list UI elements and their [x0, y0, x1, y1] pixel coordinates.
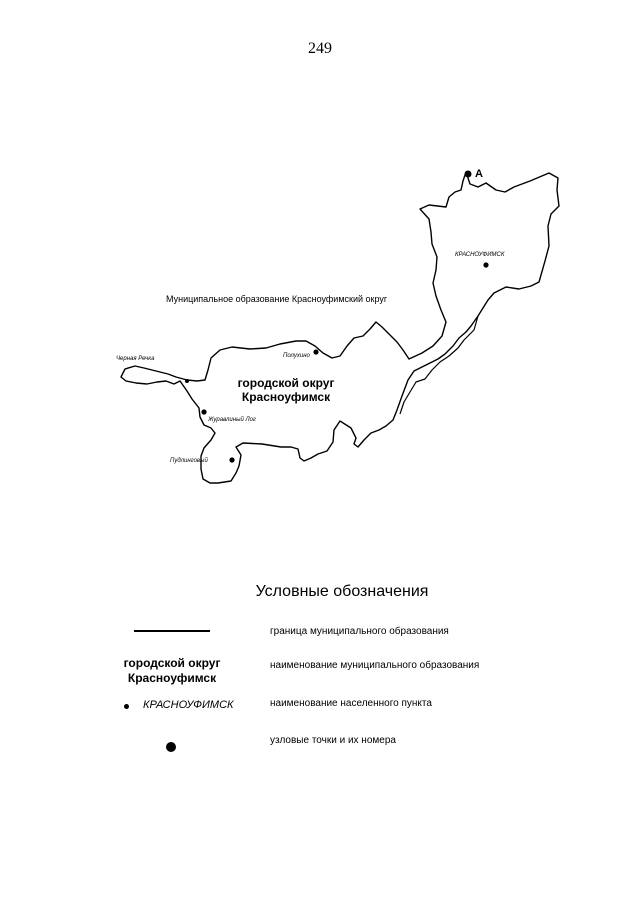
legend-desc-node-points: узловые точки и их номера [270, 735, 396, 746]
region-name-line1: городской округ [237, 376, 335, 390]
legend-municipal-name-line2: Красноуфимск [127, 671, 217, 685]
region-name-line2: Красноуфимск [241, 390, 331, 404]
legend-boundary-line-symbol [134, 630, 210, 632]
region-name-label [230, 376, 342, 404]
settlement-dot-polukhino [313, 349, 318, 354]
legend-municipal-name-symbol [117, 656, 227, 686]
legend-settlement-dot-icon [124, 704, 129, 709]
legend-desc-settlement-name: наименование населенного пункта [270, 698, 432, 709]
node-point-a [465, 171, 472, 178]
settlement-dot-pudlingovy [229, 457, 234, 462]
legend-desc-boundary: граница муниципального образования [270, 626, 449, 637]
settlement-dot-krasnoufimsk [483, 262, 488, 267]
legend-desc-municipal-name: наименование муниципального образования [270, 660, 480, 671]
legend-settlement-name-symbol: КРАСНОУФИМСК [143, 699, 234, 711]
legend-municipal-name-line1: городской округ [123, 656, 221, 670]
settlement-label-polukhino: Полухино [283, 353, 310, 359]
boundary-junction-dot [185, 379, 189, 383]
legend-node-point-icon [166, 742, 176, 752]
municipal-boundary [121, 172, 559, 483]
settlement-label-chernaya-rechka: Черная Речка [116, 356, 155, 362]
legend-title: Условные обозначения [255, 583, 429, 600]
settlement-label-pudlingovy: Пудлинговый [170, 458, 208, 464]
node-label-a: А [475, 168, 483, 180]
outer-region-label: Муниципальное образование Красноуфимский округ [166, 294, 388, 304]
settlement-dot-zhuravliny-log [201, 409, 206, 414]
settlement-label-krasnoufimsk: КРАСНОУФИМСК [455, 252, 505, 258]
page-number: 249 [308, 40, 332, 57]
settlement-label-zhuravliny-log: Журавлиный Лог [208, 417, 256, 423]
